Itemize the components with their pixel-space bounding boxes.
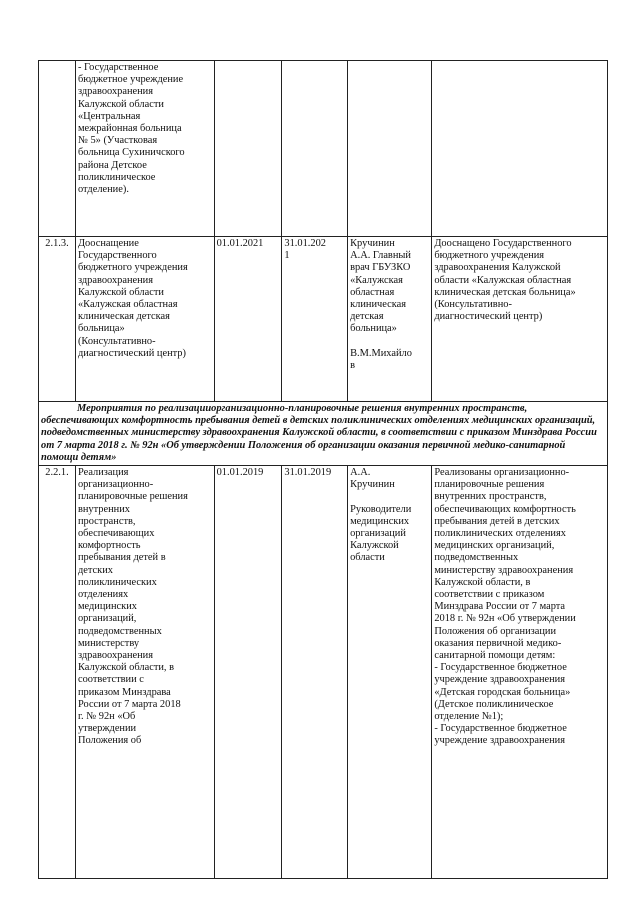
end-date-cell: 31.01.2019	[282, 466, 348, 879]
result-cell: Дооснащено Государственного бюджетного учреждения здравоохранения Калужской области «Калужская областная клиническая детская больница» (Консультативно- диагностический центр)	[432, 237, 608, 402]
start-date-cell: 01.01.2019	[214, 466, 282, 879]
item-description-cell: - Государственное бюджетное учреждение здравоохранения Калужской области «Центральная межрайонная больница № 5» (Участковая больница Сухиничского района Детское поликлиническое отделение).	[75, 61, 214, 237]
measures-table	[38, 60, 608, 879]
responsible-cell	[348, 61, 432, 237]
item-number-cell	[39, 61, 76, 237]
responsible-cell: Кручинин А.А. Главный врач ГБУЗКО «Калужская областная клиническая детская больница» В.М.Михайло в	[348, 237, 432, 402]
table-row	[39, 237, 608, 402]
section-row	[39, 402, 608, 466]
result-cell	[432, 61, 608, 237]
item-description-cell: Реализация организационно- планировочные решения внутренних пространств, обеспечивающих комфортность пребывания детей в детских поликлинических отделениях медицинских организаций, подведомственных министерству здравоохранения Калужской области, в соответствии с приказом Минздрава России от 7 марта 2018 г. № 92н «Об утверждении Положения об	[75, 466, 214, 879]
start-date-cell: 01.01.2021	[214, 237, 282, 402]
item-number-cell: 2.2.1.	[39, 466, 76, 879]
table-row	[39, 466, 608, 879]
responsible-cell: А.А. Кручинин Руководители медицинских организаций Калужской области	[348, 466, 432, 879]
end-date-cell	[282, 61, 348, 237]
item-number-cell: 2.1.3.	[39, 237, 76, 402]
start-date-cell	[214, 61, 282, 237]
section-heading: Мероприятия по реализацииорганизационно-планировочные решения внутренних пространств, обеспечивающих комфортность пребывания детей в детских поликлинических отделениях медицинских организаций, подведомственных министерству здравоохранения Калужской области, в соответствии с приказом Минздрава России от 7 марта 2018 г. № 92н «Об утверждении Положения об организации оказания первичной медико-санитарной помощи детям»	[39, 402, 608, 466]
item-description-cell: Дооснащение Государственного бюджетного учреждения здравоохранения Калужской области «Калужская областная клиническая детская больница» (Консультативно- диагностический центр)	[75, 237, 214, 402]
end-date-cell: 31.01.202 1	[282, 237, 348, 402]
result-cell: Реализованы организационно- планировочные решения внутренних пространств, обеспечивающих комфортность пребывания детей в детских поликлинических отделениях медицинских организаций, подведомственных министерству здравоохранения Калужской области, в соответствии с приказом Минздрава России от 7 марта 2018 г. № 92н «Об утверждении Положения об организации оказания первичной медико- санитарной помощи детям: - Государственное бюджетное учреждение здравоохранения «Детская городская больница» (Детское поликлиническое отделение №1); - Государственное бюджетное учреждение здравоохранения	[432, 466, 608, 879]
table-row	[39, 61, 608, 237]
